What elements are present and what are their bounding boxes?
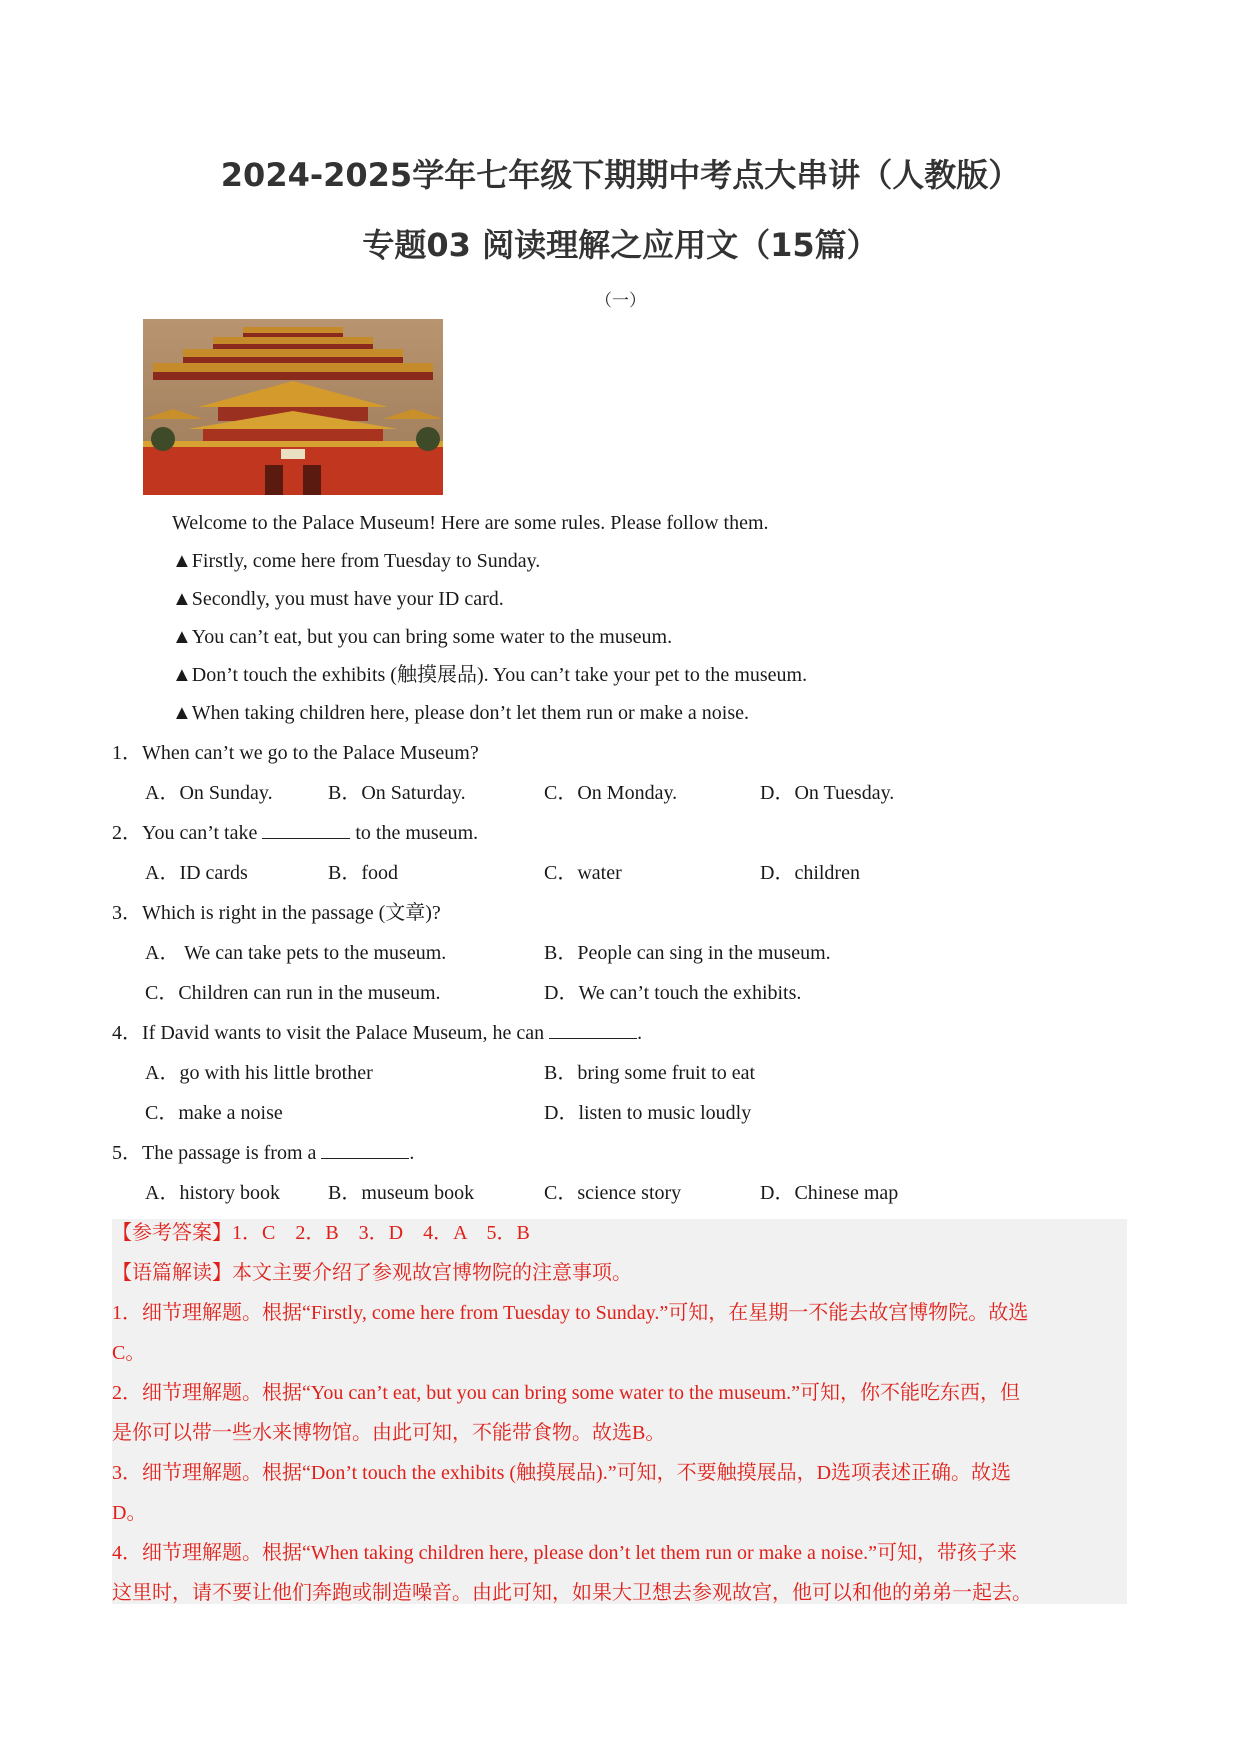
explanation-1-line-1: 1．细节理解题。根据“Firstly, come here from Tuesday to Sunday.”可知，在星期一不能去故宫博物院。故选 <box>112 1302 1029 1324</box>
section-number: （一） <box>595 291 646 310</box>
question-2-option-b[interactable]: B．food <box>328 862 398 884</box>
question-4-option-a[interactable]: A．go with his little brother <box>145 1062 373 1084</box>
explanation-4-line-2: 这里时，请不要让他们奔跑或制造噪音。由此可知，如果大卫想去参观故宫，他可以和他的弟弟一起去。 <box>112 1582 1032 1604</box>
question-1-option-a[interactable]: A．On Sunday. <box>145 782 273 804</box>
question-4-stem <box>112 1020 642 1046</box>
question-1-option-b[interactable]: B．On Saturday. <box>328 782 466 804</box>
answer-blank <box>549 1020 637 1039</box>
question-5-stem-before: 5．The passage is from a <box>112 1142 317 1164</box>
question-3-stem: 3．Which is right in the passage (文章)? <box>112 902 441 924</box>
answer-blank <box>262 820 350 839</box>
question-1-option-d[interactable]: D．On Tuesday. <box>760 782 895 804</box>
question-3-option-a[interactable]: A． We can take pets to the museum. <box>145 942 447 964</box>
question-5-option-b[interactable]: B．museum book <box>328 1182 475 1204</box>
answer-key <box>112 1220 530 1246</box>
question-5-stem <box>112 1140 414 1166</box>
question-4-stem-before: 4．If David wants to visit the Palace Museum, he can <box>112 1022 545 1044</box>
answer-blank <box>321 1140 409 1159</box>
question-3-option-d[interactable]: D．We can’t touch the exhibits. <box>544 982 802 1004</box>
question-4-option-d[interactable]: D．listen to music loudly <box>544 1102 752 1124</box>
question-2-stem <box>112 820 478 846</box>
question-5-option-c[interactable]: C．science story <box>544 1182 682 1204</box>
explanation-3-line-1: 3．细节理解题。根据“Don’t touch the exhibits (触摸展品).”可知，不要触摸展品，D选项表述正确。故选 <box>112 1462 1012 1484</box>
question-2-option-d[interactable]: D．children <box>760 862 860 884</box>
question-2-stem-before: 2．You can’t take <box>112 822 258 844</box>
answer-key-values: 1．C 2．B 3．D 4．A 5．B <box>232 1222 530 1244</box>
question-3-option-c[interactable]: C．Children can run in the museum. <box>145 982 441 1004</box>
rule-item: ▲You can’t eat, but you can bring some water to the museum. <box>172 626 673 648</box>
question-4-stem-after: . <box>637 1022 643 1044</box>
answer-key-label: 【参考答案】 <box>112 1222 232 1244</box>
summary-text: 本文主要介绍了参观故宫博物院的注意事项。 <box>232 1262 632 1284</box>
question-2-stem-after: to the museum. <box>355 822 479 844</box>
question-1-option-c[interactable]: C．On Monday. <box>544 782 678 804</box>
rule-item: ▲Firstly, come here from Tuesday to Sunday. <box>172 550 541 572</box>
palace-museum-photo <box>143 319 443 495</box>
question-4-option-c[interactable]: C．make a noise <box>145 1102 283 1124</box>
explanation-2-line-1: 2．细节理解题。根据“You can’t eat, but you can bring some water to the museum.”可知，你不能吃东西，但 <box>112 1382 1021 1404</box>
question-2-option-a[interactable]: A．ID cards <box>145 862 248 884</box>
summary-label: 【语篇解读】 <box>112 1262 232 1284</box>
rule-item: ▲Secondly, you must have your ID card. <box>172 588 504 610</box>
rule-item: ▲Don’t touch the exhibits (触摸展品). You can’t take your pet to the museum. <box>172 664 808 686</box>
passage-summary <box>112 1260 632 1286</box>
explanation-4-line-1: 4．细节理解题。根据“When taking children here, please don’t let them run or make a noise.”可知，带孩子来 <box>112 1542 1017 1564</box>
question-5-option-d[interactable]: D．Chinese map <box>760 1182 899 1204</box>
document-subtitle: 专题03 阅读理解之应用文（15篇） <box>362 226 879 264</box>
question-4-option-b[interactable]: B．bring some fruit to eat <box>544 1062 756 1084</box>
explanation-2-line-2: 是你可以带一些水来博物馆。由此可知，不能带食物。故选B。 <box>112 1422 666 1444</box>
question-1-stem: 1．When can’t we go to the Palace Museum? <box>112 742 479 764</box>
question-2-option-c[interactable]: C．water <box>544 862 622 884</box>
question-3-option-b[interactable]: B．People can sing in the museum. <box>544 942 831 964</box>
explanation-1-line-2: C。 <box>112 1342 146 1364</box>
question-5-stem-after: . <box>409 1142 415 1164</box>
rule-item: ▲When taking children here, please don’t let them run or make a noise. <box>172 702 750 724</box>
document-title: 2024-2025学年七年级下期期中考点大串讲（人教版） <box>220 156 1021 194</box>
explanation-3-line-2: D。 <box>112 1502 147 1524</box>
passage-intro: Welcome to the Palace Museum! Here are some rules. Please follow them. <box>172 512 769 534</box>
question-5-option-a[interactable]: A．history book <box>145 1182 280 1204</box>
